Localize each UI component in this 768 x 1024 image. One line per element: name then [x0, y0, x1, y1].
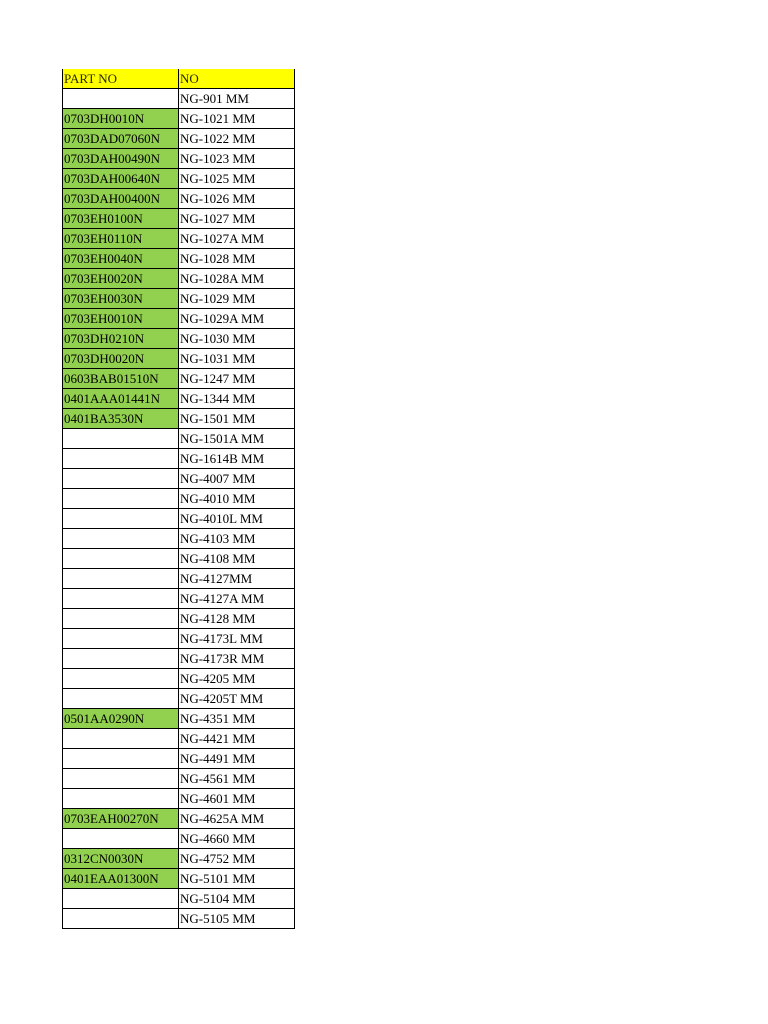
table-row: [63, 849, 295, 869]
table-row: [63, 889, 295, 909]
part-no-cell[interactable]: [63, 89, 179, 109]
part-no-cell[interactable]: [63, 629, 179, 649]
part-no-cell[interactable]: 0703DH0020N: [63, 349, 179, 369]
no-cell[interactable]: NG-4561 MM: [179, 769, 295, 789]
table-row: [63, 329, 295, 349]
part-no-cell[interactable]: [63, 609, 179, 629]
table-row: [63, 669, 295, 689]
no-cell[interactable]: NG-1025 MM: [179, 169, 295, 189]
part-no-cell[interactable]: [63, 529, 179, 549]
table-row: [63, 409, 295, 429]
no-cell[interactable]: NG-1030 MM: [179, 329, 295, 349]
table-row: [63, 629, 295, 649]
part-no-cell[interactable]: 0703DH0010N: [63, 109, 179, 129]
no-cell[interactable]: NG-1029A MM: [179, 309, 295, 329]
table-row: [63, 289, 295, 309]
table-row: [63, 649, 295, 669]
table-row: [63, 229, 295, 249]
part-no-cell[interactable]: [63, 789, 179, 809]
no-cell[interactable]: NG-1027 MM: [179, 209, 295, 229]
table-row: [63, 469, 295, 489]
table-row: [63, 869, 295, 889]
part-no-cell[interactable]: 0501AA0290N: [63, 709, 179, 729]
table-row: [63, 249, 295, 269]
table-row: [63, 269, 295, 289]
part-no-cell[interactable]: [63, 549, 179, 569]
no-cell[interactable]: NG-4128 MM: [179, 609, 295, 629]
part-no-cell[interactable]: [63, 729, 179, 749]
no-cell[interactable]: NG-4601 MM: [179, 789, 295, 809]
table-row: [63, 569, 295, 589]
no-cell[interactable]: NG-4127A MM: [179, 589, 295, 609]
part-no-cell[interactable]: 0703EH0010N: [63, 309, 179, 329]
no-cell[interactable]: NG-1023 MM: [179, 149, 295, 169]
no-cell[interactable]: NG-1028A MM: [179, 269, 295, 289]
no-cell[interactable]: NG-1344 MM: [179, 389, 295, 409]
no-cell[interactable]: NG-4173L MM: [179, 629, 295, 649]
header-part-no[interactable]: PART NO: [63, 69, 179, 89]
no-cell[interactable]: NG-4103 MM: [179, 529, 295, 549]
part-no-cell[interactable]: 0703DAD07060N: [63, 129, 179, 149]
part-no-cell[interactable]: 0312CN0030N: [63, 849, 179, 869]
no-cell[interactable]: NG-1022 MM: [179, 129, 295, 149]
table-row: [63, 549, 295, 569]
no-cell[interactable]: NG-4010 MM: [179, 489, 295, 509]
part-no-cell[interactable]: [63, 429, 179, 449]
header-no[interactable]: NO: [179, 69, 295, 89]
part-no-cell[interactable]: 0703EH0030N: [63, 289, 179, 309]
no-cell[interactable]: NG-1028 MM: [179, 249, 295, 269]
table-row: [63, 609, 295, 629]
part-no-cell[interactable]: [63, 769, 179, 789]
table-row: [63, 109, 295, 129]
part-no-cell[interactable]: 0703DAH00490N: [63, 149, 179, 169]
part-no-cell[interactable]: [63, 669, 179, 689]
table-row: [63, 169, 295, 189]
part-no-cell[interactable]: [63, 589, 179, 609]
no-cell[interactable]: NG-4205T MM: [179, 689, 295, 709]
table-row: [63, 829, 295, 849]
table-row: [63, 709, 295, 729]
table-body: [63, 89, 295, 929]
part-no-cell[interactable]: 0703DAH00400N: [63, 189, 179, 209]
no-cell[interactable]: NG-1614B MM: [179, 449, 295, 469]
part-no-cell[interactable]: [63, 829, 179, 849]
table-row: [63, 509, 295, 529]
part-no-cell[interactable]: [63, 649, 179, 669]
part-no-cell[interactable]: [63, 889, 179, 909]
no-cell[interactable]: NG-5101 MM: [179, 869, 295, 889]
part-no-cell[interactable]: [63, 469, 179, 489]
no-cell[interactable]: NG-4660 MM: [179, 829, 295, 849]
no-cell[interactable]: NG-4127MM: [179, 569, 295, 589]
no-cell[interactable]: NG-1501A MM: [179, 429, 295, 449]
table-row: [63, 209, 295, 229]
table-row: [63, 589, 295, 609]
table-row: [63, 789, 295, 809]
table-row: [63, 449, 295, 469]
table-row: [63, 189, 295, 209]
part-no-cell[interactable]: [63, 489, 179, 509]
table-row: [63, 769, 295, 789]
table-row: [63, 689, 295, 709]
no-cell[interactable]: NG-5105 MM: [179, 909, 295, 929]
no-cell[interactable]: NG-4625A MM: [179, 809, 295, 829]
no-cell[interactable]: NG-1021 MM: [179, 109, 295, 129]
table-row: [63, 389, 295, 409]
header-row: [63, 69, 295, 89]
no-cell[interactable]: NG-4491 MM: [179, 749, 295, 769]
no-cell[interactable]: NG-4108 MM: [179, 549, 295, 569]
part-no-cell[interactable]: 0703EAH00270N: [63, 809, 179, 829]
table-row: [63, 309, 295, 329]
part-no-cell[interactable]: 0703EH0020N: [63, 269, 179, 289]
part-no-cell[interactable]: 0703EH0110N: [63, 229, 179, 249]
part-no-cell[interactable]: [63, 569, 179, 589]
part-no-cell[interactable]: 0703DH0210N: [63, 329, 179, 349]
part-no-cell[interactable]: [63, 689, 179, 709]
part-no-cell[interactable]: 0703EH0040N: [63, 249, 179, 269]
part-no-cell[interactable]: 0401AAA01441N: [63, 389, 179, 409]
table-row: [63, 129, 295, 149]
part-no-cell[interactable]: 0703DAH00640N: [63, 169, 179, 189]
part-no-cell[interactable]: 0703EH0100N: [63, 209, 179, 229]
table-row: [63, 429, 295, 449]
no-cell[interactable]: NG-4205 MM: [179, 669, 295, 689]
table-row: [63, 149, 295, 169]
no-cell[interactable]: NG-1501 MM: [179, 409, 295, 429]
parts-table: [62, 69, 295, 929]
no-cell[interactable]: NG-1031 MM: [179, 349, 295, 369]
table-row: [63, 489, 295, 509]
no-cell[interactable]: NG-5104 MM: [179, 889, 295, 909]
part-no-cell[interactable]: [63, 909, 179, 929]
table-row: [63, 809, 295, 829]
table-row: [63, 749, 295, 769]
table-row: [63, 369, 295, 389]
table-row: [63, 349, 295, 369]
no-cell[interactable]: NG-4007 MM: [179, 469, 295, 489]
part-no-cell[interactable]: 0603BAB01510N: [63, 369, 179, 389]
no-cell[interactable]: NG-4351 MM: [179, 709, 295, 729]
table-row: [63, 529, 295, 549]
no-cell[interactable]: NG-1026 MM: [179, 189, 295, 209]
part-no-cell[interactable]: 0401EAA01300N: [63, 869, 179, 889]
part-no-cell[interactable]: 0401BA3530N: [63, 409, 179, 429]
no-cell[interactable]: NG-1247 MM: [179, 369, 295, 389]
no-cell[interactable]: NG-1029 MM: [179, 289, 295, 309]
no-cell[interactable]: NG-1027A MM: [179, 229, 295, 249]
no-cell[interactable]: NG-4173R MM: [179, 649, 295, 669]
table-row: [63, 909, 295, 929]
no-cell[interactable]: NG-4421 MM: [179, 729, 295, 749]
table-row: [63, 89, 295, 109]
no-cell[interactable]: NG-4752 MM: [179, 849, 295, 869]
no-cell[interactable]: NG-901 MM: [179, 89, 295, 109]
no-cell[interactable]: NG-4010L MM: [179, 509, 295, 529]
part-no-cell[interactable]: [63, 449, 179, 469]
part-no-cell[interactable]: [63, 509, 179, 529]
table-row: [63, 729, 295, 749]
part-no-cell[interactable]: [63, 749, 179, 769]
